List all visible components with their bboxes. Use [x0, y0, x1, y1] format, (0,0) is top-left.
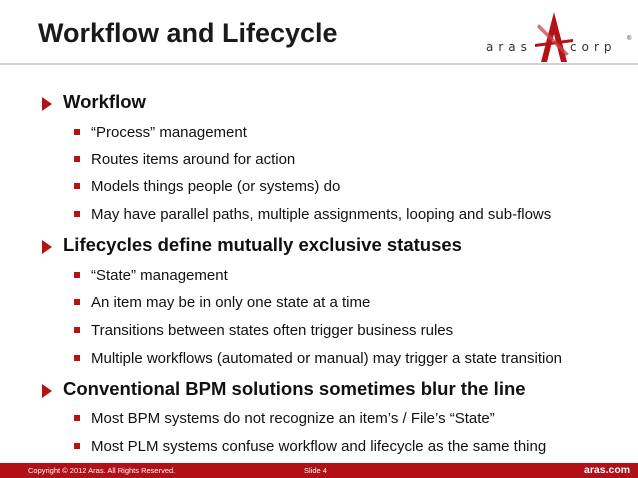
logo-text-aras: aras	[486, 40, 532, 54]
footer-copyright: Copyright © 2012 Aras. All Rights Reserved.	[28, 466, 176, 475]
aras-corp-logo	[480, 8, 635, 64]
aras-star-icon	[535, 10, 573, 64]
slide: Workflow and Lifecycle aras corp ® Workflow “Process” management Routes items around for action Models things people (or systems) do May have parallel paths, multiple assignments, looping and sub-flows Lifecycles define mutually exclusive statuses “State” management An item may be in only one state at a time Transitions between states often trigger business rules Multiple workflows (automated or manual) may trigger a state transition Conventional BPM solutions sometimes blur the line Most BPM systems do not recognize an item’s / File’s “State” Most PLM systems confuse workflow and lifecycle as the same thing Copyright © 2012 Aras. All Rights Reserved. Slide 4 aras.com	[0, 0, 638, 478]
square-bullet-icon	[74, 129, 80, 135]
logo-text-corp: corp	[570, 40, 617, 54]
square-bullet-icon	[74, 327, 80, 333]
arrow-bullet-icon	[42, 384, 52, 398]
square-bullet-icon	[74, 355, 80, 361]
square-bullet-icon	[74, 299, 80, 305]
square-bullet-icon	[74, 415, 80, 421]
slide-number: Slide 4	[304, 466, 327, 475]
arrow-bullet-icon	[42, 97, 52, 111]
footer-site: aras.com	[584, 464, 631, 476]
square-bullet-icon	[74, 156, 80, 162]
square-bullet-icon	[74, 272, 80, 278]
square-bullet-icon	[74, 183, 80, 189]
slide-title: Workflow and Lifecycle	[38, 18, 338, 48]
footer-bar	[0, 463, 638, 478]
arrow-bullet-icon	[42, 240, 52, 254]
logo-registered-mark: ®	[627, 36, 632, 42]
square-bullet-icon	[74, 443, 80, 449]
square-bullet-icon	[74, 211, 80, 217]
